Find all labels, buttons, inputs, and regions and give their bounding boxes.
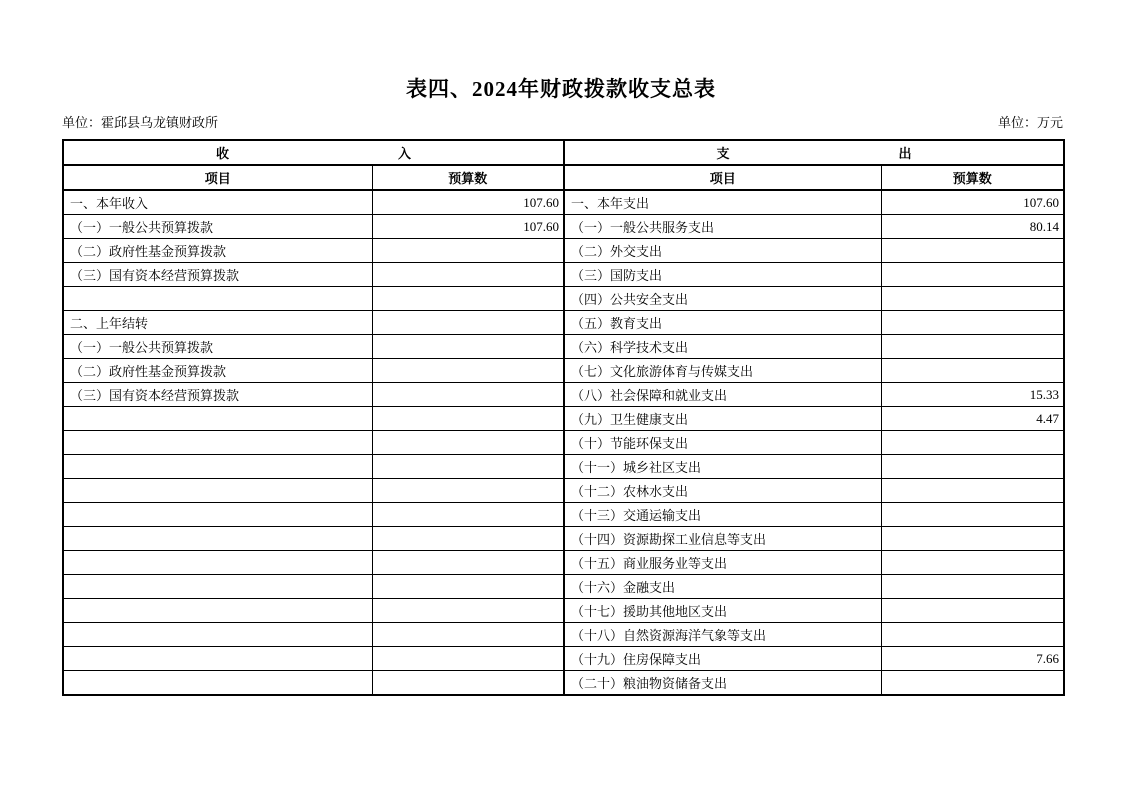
revenue-budget-cell [372, 575, 564, 599]
revenue-budget-cell: 107.60 [372, 215, 564, 239]
expenditure-item-cell: （十七）援助其他地区支出 [564, 599, 881, 623]
table-row [63, 503, 1064, 527]
revenue-item-cell: （一）一般公共预算拨款 [63, 215, 372, 239]
currency-unit-label: 单位：万元 [997, 115, 1063, 130]
revenue-item-column-header: 项目 [63, 165, 372, 190]
expenditure-budget-cell [881, 623, 1064, 647]
table-row [63, 190, 1064, 215]
revenue-item-cell [63, 431, 372, 455]
section-header-row [63, 140, 1064, 165]
revenue-budget-cell [372, 407, 564, 431]
expenditure-budget-cell [881, 287, 1064, 311]
table-row [63, 455, 1064, 479]
revenue-item-cell: 二、上年结转 [63, 311, 372, 335]
table-row [63, 671, 1064, 696]
expenditure-item-cell: （九）卫生健康支出 [564, 407, 881, 431]
revenue-item-cell [63, 599, 372, 623]
expenditure-item-cell: （二十）粮油物资储备支出 [564, 671, 881, 696]
table-row [63, 407, 1064, 431]
revenue-budget-cell [372, 527, 564, 551]
expenditure-item-cell: （十九）住房保障支出 [564, 647, 881, 671]
expenditure-budget-cell [881, 479, 1064, 503]
revenue-item-cell: （二）政府性基金预算拨款 [63, 239, 372, 263]
revenue-item-cell [63, 647, 372, 671]
table-row [63, 431, 1064, 455]
expenditure-item-cell: （十）节能环保支出 [564, 431, 881, 455]
revenue-section-header: 收 入 [63, 140, 564, 165]
revenue-item-cell [63, 551, 372, 575]
table-row [63, 647, 1064, 671]
revenue-budget-cell [372, 263, 564, 287]
expenditure-item-cell: （二）外交支出 [564, 239, 881, 263]
expenditure-section-header: 支 出 [564, 140, 1064, 165]
revenue-budget-cell [372, 383, 564, 407]
revenue-budget-cell [372, 359, 564, 383]
page-title: 表四、2024年财政拨款收支总表 [406, 77, 716, 101]
revenue-item-cell: （一）一般公共预算拨款 [63, 335, 372, 359]
unit-meta-row [62, 113, 1063, 133]
revenue-budget-column-header: 预算数 [372, 165, 564, 190]
expenditure-budget-cell [881, 431, 1064, 455]
expenditure-item-cell: （三）国防支出 [564, 263, 881, 287]
revenue-item-cell: （三）国有资本经营预算拨款 [63, 383, 372, 407]
expenditure-item-cell: （八）社会保障和就业支出 [564, 383, 881, 407]
revenue-item-cell: （三）国有资本经营预算拨款 [63, 263, 372, 287]
revenue-item-cell [63, 503, 372, 527]
expenditure-budget-cell [881, 335, 1064, 359]
revenue-budget-cell [372, 287, 564, 311]
revenue-item-cell [63, 479, 372, 503]
budget-summary-table [62, 139, 1065, 696]
expenditure-budget-cell: 7.66 [881, 647, 1064, 671]
revenue-budget-cell [372, 335, 564, 359]
revenue-budget-cell [372, 671, 564, 696]
table-row [63, 527, 1064, 551]
expenditure-item-cell: （十六）金融支出 [564, 575, 881, 599]
expenditure-item-cell: （十八）自然资源海洋气象等支出 [564, 623, 881, 647]
expenditure-budget-cell [881, 599, 1064, 623]
expenditure-budget-cell [881, 359, 1064, 383]
table-row [63, 575, 1064, 599]
expenditure-budget-cell [881, 575, 1064, 599]
table-body [63, 190, 1064, 695]
revenue-budget-cell [372, 623, 564, 647]
expenditure-budget-cell [881, 263, 1064, 287]
revenue-item-cell: 一、本年收入 [63, 190, 372, 215]
table-row [63, 287, 1064, 311]
expenditure-item-column-header: 项目 [564, 165, 881, 190]
expenditure-budget-column-header: 预算数 [881, 165, 1064, 190]
table-row [63, 383, 1064, 407]
table-row [63, 359, 1064, 383]
expenditure-item-cell: （十五）商业服务业等支出 [564, 551, 881, 575]
expenditure-budget-cell [881, 455, 1064, 479]
expenditure-item-cell: 一、本年支出 [564, 190, 881, 215]
revenue-item-cell [63, 671, 372, 696]
expenditure-budget-cell [881, 311, 1064, 335]
expenditure-item-cell: （六）科学技术支出 [564, 335, 881, 359]
table-row [63, 599, 1064, 623]
revenue-budget-cell [372, 455, 564, 479]
reporting-unit-label: 单位：霍邱县乌龙镇财政所 [62, 115, 219, 130]
table-row [63, 311, 1064, 335]
revenue-budget-cell: 107.60 [372, 190, 564, 215]
expenditure-item-cell: （五）教育支出 [564, 311, 881, 335]
expenditure-item-cell: （十四）资源勘探工业信息等支出 [564, 527, 881, 551]
expenditure-budget-cell [881, 503, 1064, 527]
expenditure-item-cell: （十三）交通运输支出 [564, 503, 881, 527]
revenue-item-cell [63, 287, 372, 311]
revenue-item-cell [63, 455, 372, 479]
revenue-budget-cell [372, 479, 564, 503]
table-row [63, 551, 1064, 575]
revenue-budget-cell [372, 311, 564, 335]
revenue-item-cell [63, 527, 372, 551]
table-row [63, 215, 1064, 239]
table-row [63, 479, 1064, 503]
expenditure-budget-cell: 15.33 [881, 383, 1064, 407]
expenditure-item-cell: （十二）农林水支出 [564, 479, 881, 503]
revenue-item-cell [63, 623, 372, 647]
revenue-budget-cell [372, 503, 564, 527]
revenue-budget-cell [372, 647, 564, 671]
expenditure-budget-cell [881, 551, 1064, 575]
revenue-budget-cell [372, 431, 564, 455]
expenditure-item-cell: （十一）城乡社区支出 [564, 455, 881, 479]
expenditure-budget-cell: 4.47 [881, 407, 1064, 431]
table-row [63, 335, 1064, 359]
expenditure-item-cell: （四）公共安全支出 [564, 287, 881, 311]
revenue-item-cell [63, 407, 372, 431]
expenditure-budget-cell [881, 671, 1064, 696]
revenue-budget-cell [372, 239, 564, 263]
revenue-item-cell [63, 575, 372, 599]
revenue-budget-cell [372, 599, 564, 623]
column-header-row [63, 165, 1064, 190]
expenditure-budget-cell [881, 527, 1064, 551]
expenditure-budget-cell [881, 239, 1064, 263]
table-row [63, 623, 1064, 647]
expenditure-item-cell: （七）文化旅游体育与传媒支出 [564, 359, 881, 383]
table-row [63, 263, 1064, 287]
expenditure-budget-cell: 80.14 [881, 215, 1064, 239]
table-row [63, 239, 1064, 263]
expenditure-item-cell: （一）一般公共服务支出 [564, 215, 881, 239]
expenditure-budget-cell: 107.60 [881, 190, 1064, 215]
revenue-item-cell: （二）政府性基金预算拨款 [63, 359, 372, 383]
revenue-budget-cell [372, 551, 564, 575]
